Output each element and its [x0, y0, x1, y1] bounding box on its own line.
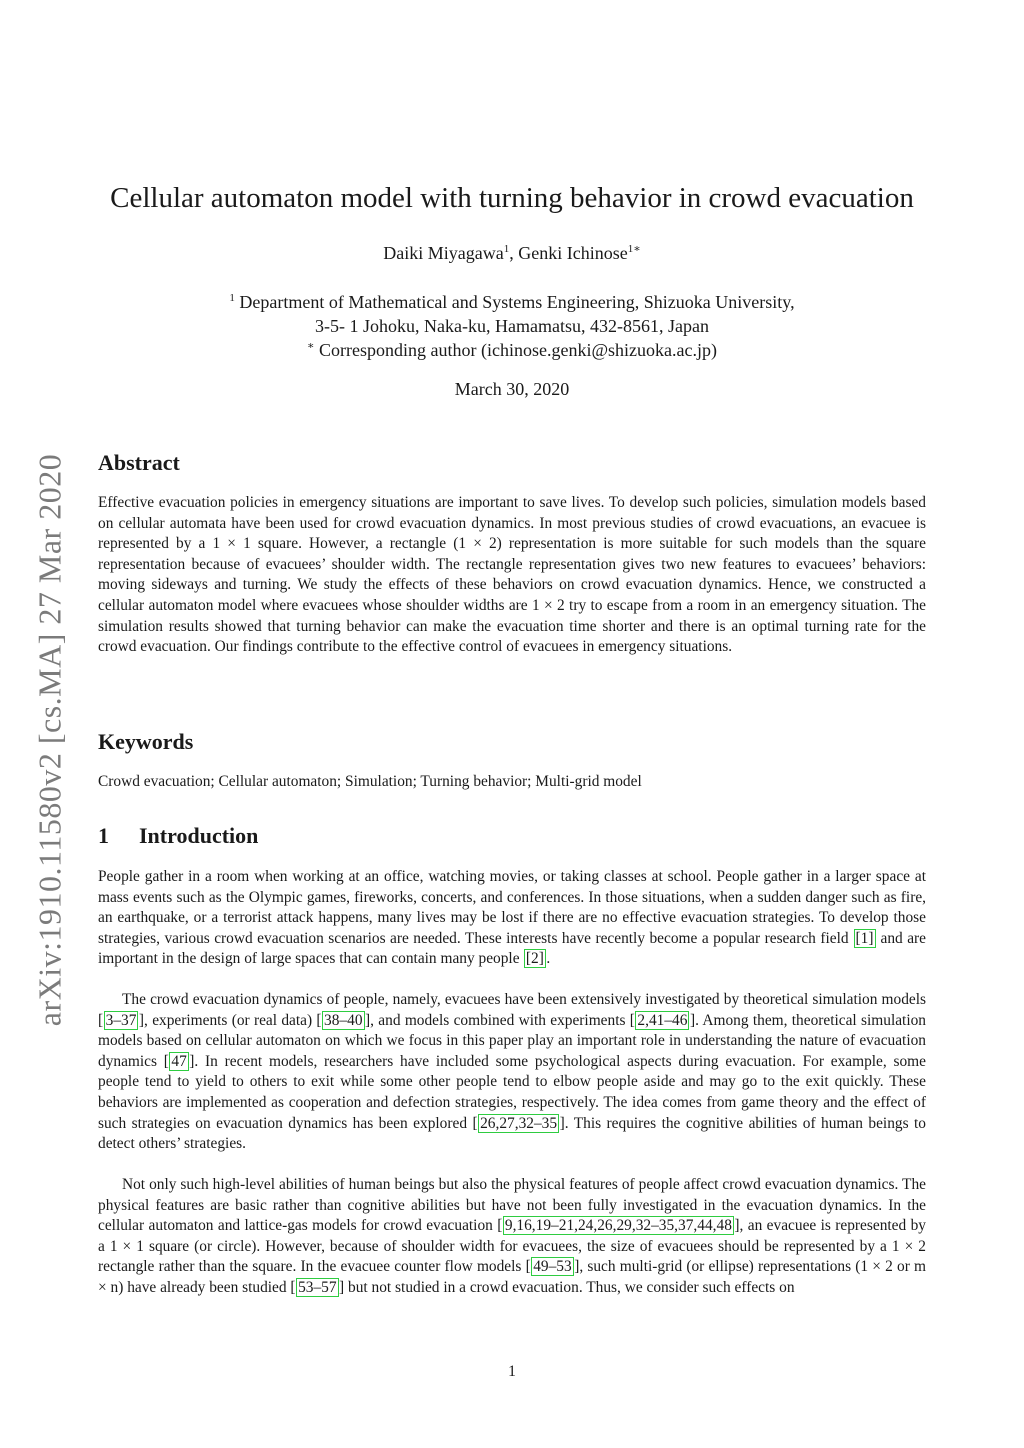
keywords-text: Crowd evacuation; Cellular automaton; Simulation; Turning behavior; Multi-grid model: [98, 773, 642, 790]
paragraph-text: People gather in a room when working at an office, watching movies, or taking classes at school. People gather in a larger space at mass events such as the Olympic games, fireworks, concerts, and conferences. In those situations, when a sudden danger such as fire, an earthquake, or a terrorist attack happens, many lives may be lost if there are no effective evacuation strategies. To develop those strategies, various crowd evacuation scenarios are needed. These interests have recently become a popular research field: [98, 868, 926, 947]
affil-address: 3-5- 1 Johoku, Naka-ku, Hamamatsu, 432-8561, Japan: [315, 316, 709, 336]
paper-title: Cellular automaton model with turning behavior in crowd evacuation: [110, 182, 914, 214]
paragraph-text: ], an evacuee is represented by a 1 × 1 square (or circle). However, because of shoulder width for evacuees, the size of evacuees should be represented by a 1 × 2 rectangle rather than the square. In the evacuee counter flow models [: [98, 1217, 926, 1276]
section-number: 1: [98, 823, 109, 848]
citation-link[interactable]: 9,16,19–21,24,26,29,32–35,37,44,48: [504, 1217, 732, 1235]
author-affil-mark: 1∗: [627, 243, 641, 255]
paragraph-text: and are important in the design of large spaces that can contain many people: [98, 929, 926, 968]
section-title: Introduction: [139, 823, 259, 848]
paragraph-text: ], experiments (or real data) [: [138, 1011, 322, 1029]
author-name: Daiki Miyagawa: [383, 243, 504, 263]
citation-link[interactable]: 47: [171, 1052, 187, 1070]
citation-link[interactable]: 26,27,32–35: [480, 1114, 558, 1132]
paragraph-text: ]. Among them, theoretical simulation models based on cellular automaton on which we focus in this paper play an important role in understanding the nature of evacuation dynamics [: [98, 1011, 926, 1070]
citation-text: 2: [531, 950, 539, 968]
paragraph-text: ], such multi-grid (or ellipse) representations (1 × 2 or m × n) have already been studied [: [98, 1258, 927, 1296]
corresponding-author: Corresponding author (ichinose.genki@shizuoka.ac.jp): [314, 340, 717, 360]
corr-marker: ∗: [307, 340, 315, 352]
affil-marker: 1: [229, 292, 235, 304]
paragraph-text: ], and models combined with experiments [: [365, 1011, 635, 1029]
paragraph-text: .: [546, 950, 551, 968]
paragraph-text: ] but not studied in a crowd evacuation. Thus, we consider such effects on: [339, 1278, 795, 1296]
citation-link[interactable]: 3–37: [105, 1011, 137, 1029]
keywords-heading: Keywords: [98, 729, 194, 754]
arxiv-identifier[interactable]: arXiv:1910.11580v2 [cs.MA] 27 Mar 2020: [31, 453, 68, 1027]
citation-link[interactable]: [2]: [525, 950, 544, 968]
author-list: [98, 243, 926, 264]
affil-line: Department of Mathematical and Systems Engineering, Shizuoka University,: [234, 292, 795, 312]
abstract-heading: Abstract: [98, 450, 180, 475]
paragraph-text: ]. This requires the cognitive abilities of human beings to detect others’ strategies.: [98, 1114, 927, 1153]
intro-paragraph-1: [98, 867, 926, 970]
section-heading: [98, 823, 258, 849]
author-separator: ,: [509, 243, 519, 263]
citation-link[interactable]: [1]: [855, 929, 874, 947]
paragraph-text: ]. In recent models, researchers have included some psychological aspects during evacuation. For example, some people tend to yield to others to exit while some other people tend to elbow people aside and may go to the exit quickly. These behaviors are implemented as cooperation and defection strategies, respectively. The idea comes from game theory and the effect of such strategies on evacuation dynamics has been explored [: [98, 1052, 926, 1132]
author-affil-mark: 1: [503, 243, 510, 255]
citation-link[interactable]: 38–40: [324, 1011, 363, 1029]
intro-paragraph-3: [98, 1175, 926, 1299]
affiliation-block: [98, 290, 926, 362]
paragraph-text: The crowd evacuation dynamics of people, namely, evacuees have been extensively investigated by theoretical simulation models [: [98, 991, 926, 1029]
page-number: 1: [508, 1363, 516, 1380]
citation-link[interactable]: 2,41–46: [637, 1011, 688, 1029]
paragraph-text: Not only such high-level abilities of human beings but also the physical features of people affect crowd evacuation dynamics. The physical features are basic rather than cognitive abilities but have not been fully investigated in the evacuation dynamics. In the cellular automaton and lattice-gas models for crowd evacuation [: [98, 1176, 926, 1235]
author-name: Genki Ichinose: [518, 243, 628, 263]
paper-date: March 30, 2020: [454, 379, 570, 399]
abstract-text: Effective evacuation policies in emergency situations are important to save lives. To develop such policies, simulation models based on cellular automata have been used for crowd evacuation dynamics. In most previous studies of crowd evacuations, an evacuee is represented by a 1 × 1 square. However, a rectangle (1 × 2) representation is more suitable for such models than the square representation because of evacuees’ shoulder width. The rectangle representation gives two new features to evacuees’ behaviors: moving sideways and turning. We study the effects of these behaviors on crowd evacuation dynamics. Hence, we constructed a cellular automaton model where evacuees whose shoulder widths are 1 × 2 try to escape from a room in an emergency situation. The simulation results showed that turning behavior can make the evacuation time shorter and there is an optimal turning rate for the crowd evacuation. Our findings contribute to the effective control of evacuees in emergency situations.: [98, 494, 926, 656]
citation-text: 1: [860, 929, 869, 947]
intro-paragraph-2: [98, 990, 926, 1155]
citation-link[interactable]: 53–57: [298, 1278, 337, 1296]
citation-link[interactable]: 49–53: [533, 1258, 572, 1276]
